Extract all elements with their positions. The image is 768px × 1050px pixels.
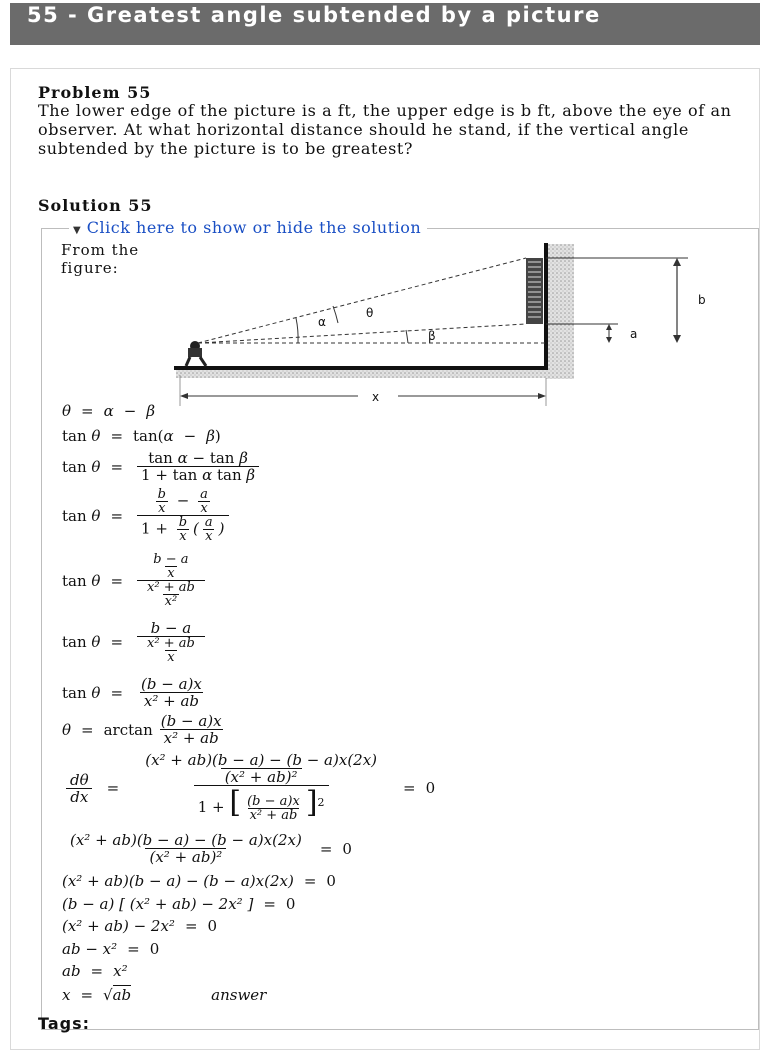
label-alpha: α (318, 315, 326, 329)
equation-14: ab − x² = 0 (62, 940, 160, 958)
equation-9: $\frac{d\theta}{dx}$ = $\frac{\text{(x² + ab)(b − a) − (b − a)x(2x)}}{\text{(x² + ab)²}}$ 1 + [ $\frac{(b - a)x}{\text{x² + ab}}$ ]$^2$ = 0 (62, 752, 435, 824)
equation-5: tan θ = $\frac{\frac{b - a}{x}}{\frac{\text{x² + ab}}{\text{x²}}}$ (62, 553, 209, 608)
equation-10: $\frac{\text{(x² + ab)(b − a) − (b − a)x(2x)}}{\text{(x² + ab)²}}$ = 0 (70, 831, 352, 866)
caret-down-icon: ▼ (73, 225, 82, 236)
page-title: 55 - Greatest angle subtended by a picture (10, 3, 760, 45)
tags-heading: Tags: (38, 1014, 91, 1033)
equation-13: (x² + ab) − 2x² = 0 (62, 917, 218, 935)
equation-3: tan θ = $\frac{\text{tan α − tan β}}{\text{1 + tan α tan β}}$ (62, 450, 263, 483)
equation-7: tan θ = $\frac{(b - a)x}{\text{x² + ab}}$ (62, 675, 202, 710)
solution-heading: Solution 55 (38, 196, 153, 215)
label-a: a (630, 327, 638, 341)
equation-11: (x² + ab)(b − a) − (b − a)x(2x) = 0 (62, 872, 336, 890)
solution-figure (168, 240, 728, 414)
label-theta: θ (366, 306, 374, 320)
equation-15: ab = x² (62, 962, 128, 980)
equation-16: x = √ ab answer (62, 985, 267, 1004)
equation-1: θ = α − β (62, 402, 155, 420)
label-x: x (372, 390, 380, 404)
solution-intro: From the figure: (61, 241, 140, 277)
label-b: b (698, 293, 706, 307)
problem-heading: Problem 55 (38, 83, 152, 102)
equation-8: θ = arctan $\frac{(b - a)x}{\text{x² + ab}}$ (62, 712, 222, 747)
equation-12: (b − a) [ (x² + ab) − 2x² ] = 0 (62, 895, 296, 913)
equation-4: tan θ = $\frac{b}{x}$ − $\frac{a}{x}$ 1 + $\frac{b}{x}$ ( $\frac{a}{x}$ ) (62, 488, 233, 543)
equation-2: tan θ = tan( α − β ) (62, 427, 221, 445)
wall-hatch (546, 244, 574, 379)
observer-figure (186, 341, 206, 366)
toggle-solution-link[interactable] (69, 218, 427, 237)
picture-rect (526, 258, 543, 324)
label-beta: β (428, 329, 436, 343)
equation-6: tan θ = $\frac{b - a}{\frac{\text{x² + ab}}{x}}$ (62, 620, 209, 664)
problem-text: The lower edge of the picture is a ft, the upper edge is b ft, above the eye of an observer. At what horizontal distance should he stand, if the vertical angle subtended by the picture is to be greatest? (38, 101, 732, 158)
answer-label: answer (211, 985, 267, 1004)
toggle-solution-label: Click here to show or hide the solution (86, 218, 422, 237)
